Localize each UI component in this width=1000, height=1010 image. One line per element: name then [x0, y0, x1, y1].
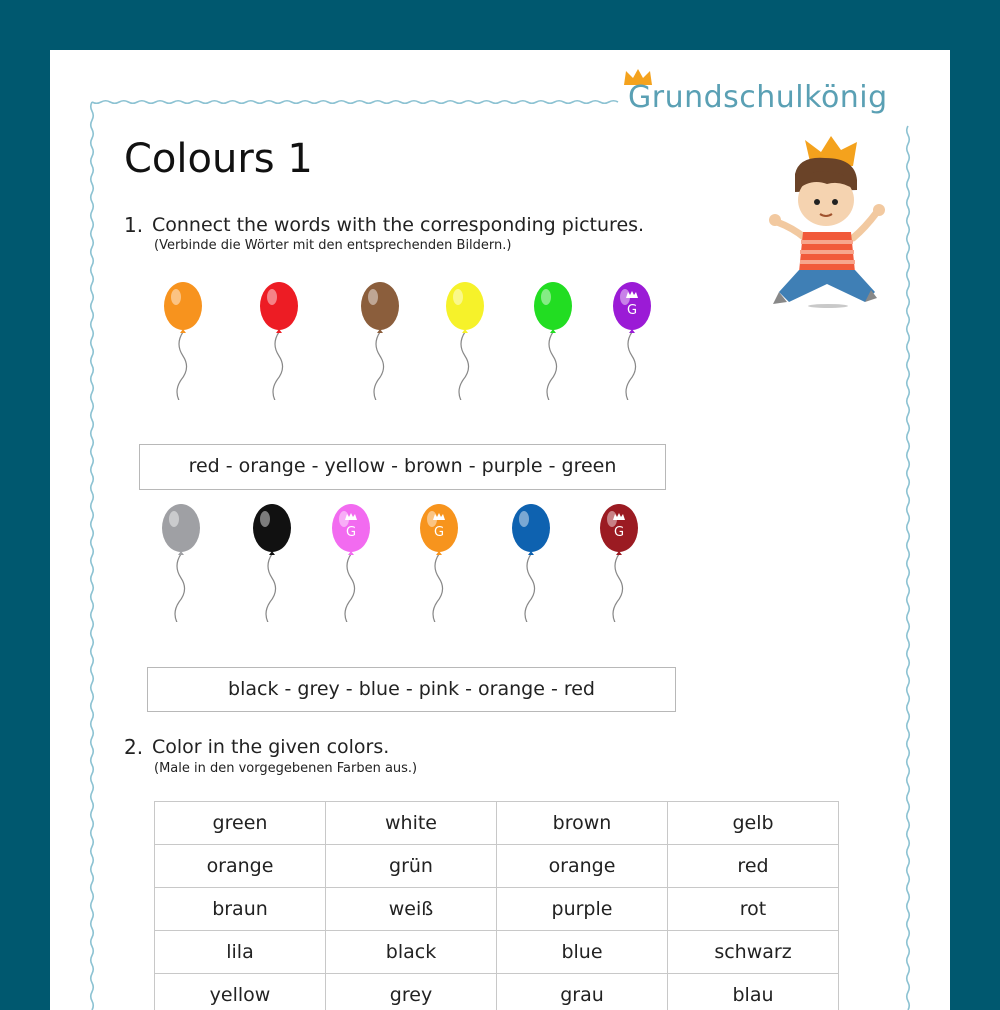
table-row	[155, 888, 839, 931]
worksheet-page	[50, 50, 950, 1010]
table-cell[interactable]: weiß	[326, 888, 497, 931]
table-cell[interactable]: blue	[497, 931, 668, 974]
table-row	[155, 802, 839, 845]
svg-text:G: G	[614, 525, 624, 540]
word-box-2: black - grey - blue - pink - orange - red	[147, 667, 676, 712]
table-cell[interactable]: braun	[155, 888, 326, 931]
balloon-row-2	[140, 502, 680, 622]
table-row	[155, 931, 839, 974]
table-cell[interactable]: purple	[497, 888, 668, 931]
balloon[interactable]	[420, 504, 458, 622]
table-cell[interactable]: grey	[326, 974, 497, 1010]
jumping-boy-illustration	[765, 132, 945, 312]
balloon-row-1	[140, 280, 680, 400]
table-cell[interactable]: green	[155, 802, 326, 845]
balloon[interactable]	[332, 504, 370, 622]
table-cell[interactable]: brown	[497, 802, 668, 845]
task2-instruction: Color in the given colors.	[152, 736, 389, 758]
word-box-1: red - orange - yellow - brown - purple - green	[139, 444, 666, 490]
table-cell[interactable]: white	[326, 802, 497, 845]
table-cell[interactable]: black	[326, 931, 497, 974]
balloon[interactable]	[613, 282, 651, 400]
crown-logo-icon	[626, 291, 638, 318]
balloon[interactable]	[446, 282, 484, 400]
table-cell[interactable]: blau	[668, 974, 839, 1010]
balloon[interactable]	[534, 282, 572, 400]
task1-translation: (Verbinde die Wörter mit den entsprechenden Bildern.)	[154, 238, 511, 253]
brand-logo: Grundschulkönig	[628, 80, 888, 115]
table-cell[interactable]: rot	[668, 888, 839, 931]
crown-logo-icon	[433, 513, 445, 540]
task2-number: 2.	[124, 735, 143, 759]
table-cell[interactable]: lila	[155, 931, 326, 974]
color-word-table	[154, 801, 839, 1010]
balloon[interactable]	[162, 504, 200, 622]
task1-number: 1.	[124, 213, 143, 237]
balloon[interactable]	[600, 504, 638, 622]
table-cell[interactable]: red	[668, 845, 839, 888]
page-title: Colours 1	[124, 136, 313, 182]
table-cell[interactable]: grün	[326, 845, 497, 888]
table-cell[interactable]: grau	[497, 974, 668, 1010]
balloon[interactable]	[361, 282, 399, 400]
task2-translation: (Male in den vorgegebenen Farben aus.)	[154, 761, 417, 776]
table-cell[interactable]: orange	[497, 845, 668, 888]
table-cell[interactable]: orange	[155, 845, 326, 888]
balloon[interactable]	[260, 282, 298, 400]
table-row	[155, 845, 839, 888]
svg-text:G: G	[346, 525, 356, 540]
balloon[interactable]	[164, 282, 202, 400]
crown-logo-icon	[345, 513, 357, 540]
table-cell[interactable]: yellow	[155, 974, 326, 1010]
svg-text:G: G	[627, 303, 637, 318]
svg-text:G: G	[434, 525, 444, 540]
balloon[interactable]	[253, 504, 291, 622]
crown-logo-icon	[613, 513, 625, 540]
table-cell[interactable]: gelb	[668, 802, 839, 845]
balloon[interactable]	[512, 504, 550, 622]
table-cell[interactable]: schwarz	[668, 931, 839, 974]
task1-instruction: Connect the words with the corresponding pictures.	[152, 214, 644, 236]
table-row	[155, 974, 839, 1010]
